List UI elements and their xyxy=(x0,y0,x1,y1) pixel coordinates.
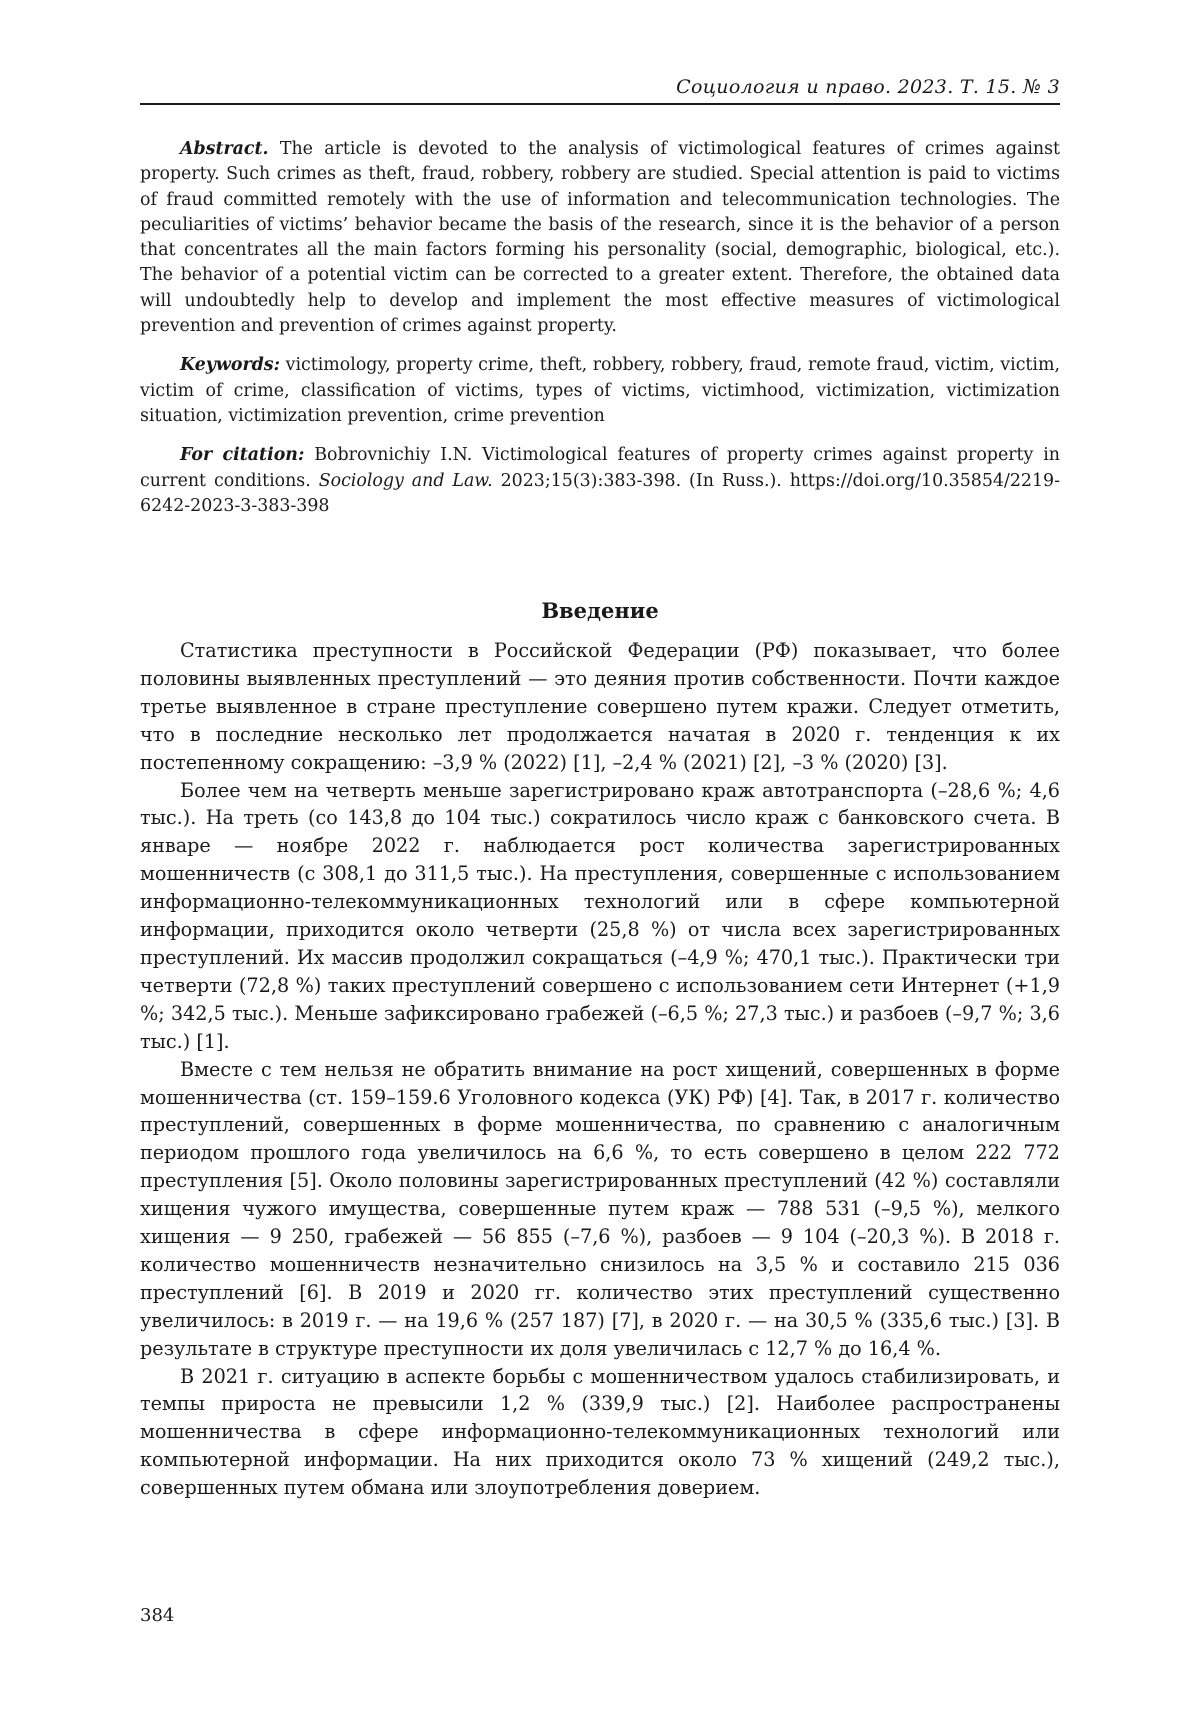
citation-journal: Sociology and Law. xyxy=(318,470,493,491)
keywords-text: victimology, property crime, theft, robbery, robbery, fraud, remote fraud, victim, victim, victim of crime, classification of victims, types of victims, victimhood, victimization, victimization situation, victimization prevention, crime prevention xyxy=(140,355,1060,426)
citation-paragraph xyxy=(140,443,1060,519)
journal-page xyxy=(140,0,1060,1721)
abstract-label: Abstract. xyxy=(180,139,269,159)
abstract-paragraph xyxy=(140,137,1060,339)
body-paragraph: Более чем на четверть меньше зарегистрировано краж автотранспорта (–28,6 %; 4,6 тыс.). На треть (со 143,8 до 104 тыс.) сократилось число краж с банковского счета. В январе — ноябре 2022 г. наблюдается рост количества зарегистрированных мошенничеств (с 308,1 до 311,5 тыс.). На преступления, совершенные с использованием информационно-телекоммуникационных технологий или в сфере компьютерной информации, приходится около четверти (25,8 %) от числа всех зарегистрированных преступлений. Их массив продолжил сокращаться (–4,9 %; 470,1 тыс.). Практически три четверти (72,8 %) таких преступлений совершено с использованием сети Интернет (+1,9 %; 342,5 тыс.). Меньше зафиксировано грабежей (–6,5 %; 27,3 тыс.) и разбоев (–9,7 %; 3,6 тыс.) [1]. xyxy=(140,778,1060,1053)
page-number: 384 xyxy=(140,1605,175,1626)
body-text xyxy=(140,637,1060,1502)
citation-text-before: Bobrovnichiy I.N. Victimological features of property crimes against property in current conditions. xyxy=(140,445,1061,491)
abstract-text: The article is devoted to the analysis of victimological features of crimes against property. Such crimes as theft, fraud, robbery, robbery are studied. Special attention is paid to victims of fraud committed remotely with the use of information and telecommunication technologies. The peculiarities of victims’ behavior became the basis of the research, since it is the behavior of a person that concentrates all the main factors forming his personality (social, demographic, biological, etc.). The behavior of a potential victim can be corrected to a greater extent. Therefore, the obtained data will undoubtedly help to develop and implement the most effective measures of victimological prevention and prevention of crimes against property. xyxy=(140,139,1060,337)
running-header: Социология и право. 2023. Т. 15. № 3 xyxy=(676,76,1060,98)
citation-label: For citation: xyxy=(180,445,305,466)
body-paragraph: Статистика преступности в Российской Федерации (РФ) показывает, что более половины выявленных преступлений — это деяния против собственности. Почти каждое третье выявленное в стране преступление совершено путем кражи. Следует отметить, что в последние несколько лет продолжается начатая в 2020 г. тенденция к их постепенному сокращению: –3,9 % (2022) [1], –2,4 % (2021) [2], –3 % (2020) [3]. xyxy=(140,639,1060,774)
header-rule xyxy=(140,103,1060,105)
citation-text-after: 2023;15(3):383-398. (In Russ.). https://doi.org/10.35854/2219-6242-2023-3-383-398 xyxy=(140,470,1060,516)
body-paragraph: В 2021 г. ситуацию в аспекте борьбы с мошенничеством удалось стабилизировать, и темпы прироста не превысили 1,2 % (339,9 тыс.) [2]. Наиболее распространены мошенничества в сфере информационно-телекоммуникационных технологий или компьютерной информации. На них приходится около 73 % хищений (249,2 тыс.), совершенных путем обмана или злоупотребления доверием. xyxy=(140,1364,1060,1500)
body-paragraph: Вместе с тем нельзя не обратить внимание на рост хищений, совершенных в форме мошенничества (ст. 159–159.6 Уголовного кодекса (УК) РФ) [4]. Так, в 2017 г. количество преступлений, совершенных в форме мошенничества, по сравнению с аналогичным периодом прошлого года увеличилось на 6,6 %, то есть совершено в целом 222 772 преступления [5]. Около половины зарегистрированных преступлений (42 %) составляли хищения чужого имущества, совершенные путем краж — 788 531 (–9,5 %), мелкого хищения — 9 250, грабежей — 56 855 (–7,6 %), разбоев — 9 104 (–20,3 %). В 2018 г. количество мошенничеств незначительно снизилось на 3,5 % и составило 215 036 преступлений [6]. В 2019 и 2020 гг. количество этих преступлений существенно увеличилось: в 2019 г. — на 19,6 % (257 187) [7], в 2020 г. — на 30,5 % (335,6 тыс.) [3]. В результате в структуре преступности их доля увеличилась с 12,7 % до 16,4 %. xyxy=(140,1057,1060,1360)
abstract-block xyxy=(140,137,1060,533)
keywords-paragraph xyxy=(140,353,1060,429)
keywords-label: Keywords: xyxy=(180,355,281,376)
section-title: Введение xyxy=(541,598,659,623)
